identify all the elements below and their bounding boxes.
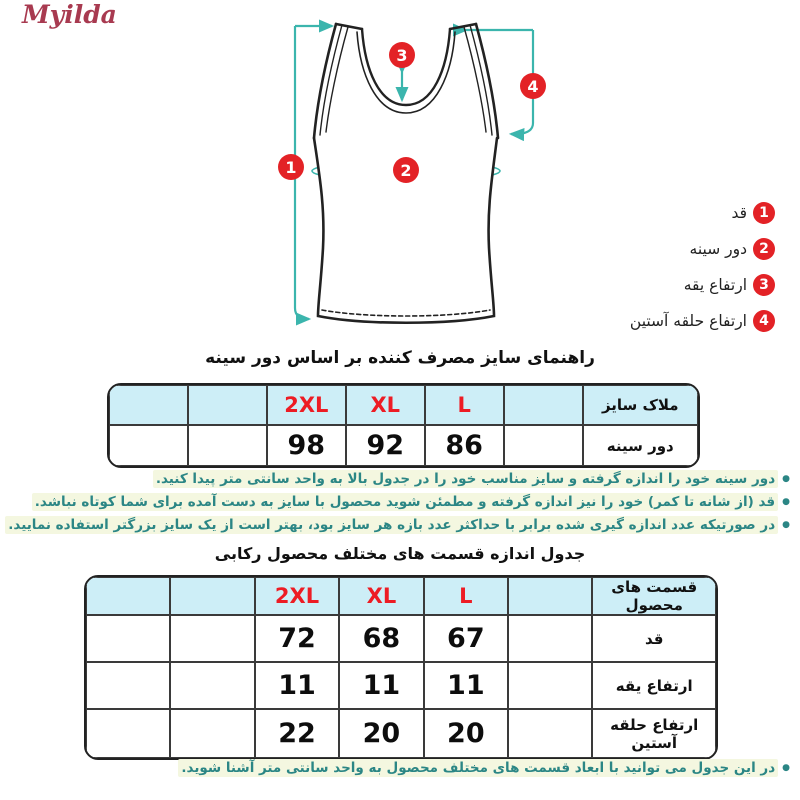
parts-header-cell: قسمت های محصول xyxy=(592,577,716,615)
marker-2-num: 2 xyxy=(400,161,412,180)
bullet-icon: ● xyxy=(782,520,790,530)
empty-cell xyxy=(86,615,170,662)
collar-2xl: 11 xyxy=(255,662,339,709)
empty-cell xyxy=(86,577,170,615)
legend-item-length xyxy=(731,201,775,225)
note-size-up xyxy=(5,517,790,533)
note-text: در این جدول می توانید با ابعاد قسمت های مختلف محصول به واحد سانتی متر آشنا شوید. xyxy=(178,759,778,777)
chest-value-xl: 92 xyxy=(346,425,425,466)
legend-item-chest xyxy=(690,237,775,261)
legend-label-armhole: ارتفاع حلقه آستین xyxy=(629,312,747,330)
legend-item-collar xyxy=(684,273,775,297)
chest-value-l: 86 xyxy=(425,425,504,466)
footer-note xyxy=(178,760,790,776)
length-l: 67 xyxy=(424,615,508,662)
legend-item-armhole xyxy=(630,309,775,333)
chest-value-2xl: 98 xyxy=(267,425,346,466)
size-guide-table xyxy=(107,383,700,468)
legend-badge-4: 4 xyxy=(753,310,775,332)
legend-badge-2: 2 xyxy=(753,238,775,260)
empty-cell xyxy=(170,577,254,615)
length-row-label: قد xyxy=(592,615,716,662)
bullet-icon: ● xyxy=(782,474,790,484)
chest-row-label: دور سینه xyxy=(583,425,698,466)
size-col-2xl: 2XL xyxy=(255,577,339,615)
note-measure-chest xyxy=(153,471,790,487)
armhole-xl: 20 xyxy=(339,709,423,758)
empty-cell xyxy=(508,577,592,615)
armhole-row-label: ارتفاع حلقه آستین xyxy=(592,709,716,758)
criteria-header-cell: ملاک سایز xyxy=(583,385,698,425)
collar-row-label: ارتفاع یقه xyxy=(592,662,716,709)
bullet-icon: ● xyxy=(782,497,790,507)
note-text: قد (از شانه تا کمر) خود را نیز اندازه گرفته و مطمئن شوید محصول با سایز به دست آمده برای شما کوتاه نباشد. xyxy=(32,493,778,511)
size-col-xl: XL xyxy=(339,577,423,615)
note-measure-length xyxy=(32,494,790,510)
empty-cell xyxy=(504,425,583,466)
size-col-2xl: 2XL xyxy=(267,385,346,425)
armhole-l: 20 xyxy=(424,709,508,758)
empty-cell xyxy=(170,662,254,709)
empty-cell xyxy=(86,662,170,709)
note-text: در صورتیکه عدد اندازه گیری شده برابر با حداکثر عدد بازه هر سایز بود، بهتر است از یک سایز بزرگتر استفاده نمایید. xyxy=(5,516,778,534)
legend-badge-3: 3 xyxy=(753,274,775,296)
length-xl: 68 xyxy=(339,615,423,662)
empty-cell xyxy=(504,385,583,425)
size-col-l: L xyxy=(424,577,508,615)
bullet-icon: ● xyxy=(782,763,790,773)
empty-cell xyxy=(170,709,254,758)
legend-label-chest: دور سینه xyxy=(689,240,747,258)
collar-xl: 11 xyxy=(339,662,423,709)
marker-1-num: 1 xyxy=(285,158,297,177)
armhole-2xl: 22 xyxy=(255,709,339,758)
legend-label-collar: ارتفاع یقه xyxy=(683,276,747,294)
empty-cell xyxy=(508,615,592,662)
marker-4-num: 4 xyxy=(527,77,539,96)
parts-table-title: جدول اندازه قسمت های مختلف محصول رکابی xyxy=(214,544,586,563)
size-col-l: L xyxy=(425,385,504,425)
empty-cell xyxy=(109,385,188,425)
legend-label-length: قد xyxy=(731,204,747,222)
brand-logo: Myilda xyxy=(22,0,117,29)
collar-l: 11 xyxy=(424,662,508,709)
note-text: دور سینه خود را اندازه گرفته و سایز مناسب خود را در جدول بالا به واحد سانتی متر پیدا کنید. xyxy=(153,470,778,488)
legend-badge-1: 1 xyxy=(753,202,775,224)
empty-cell xyxy=(86,709,170,758)
length-2xl: 72 xyxy=(255,615,339,662)
size-guide-title: راهنمای سایز مصرف کننده بر اساس دور سینه xyxy=(205,348,595,368)
empty-cell xyxy=(170,615,254,662)
tank-top-measurement-diagram xyxy=(263,8,563,346)
empty-cell xyxy=(188,425,267,466)
marker-3-num: 3 xyxy=(396,46,408,65)
empty-cell xyxy=(109,425,188,466)
parts-measurement-table xyxy=(84,575,718,760)
empty-cell xyxy=(508,662,592,709)
empty-cell xyxy=(508,709,592,758)
empty-cell xyxy=(188,385,267,425)
size-col-xl: XL xyxy=(346,385,425,425)
